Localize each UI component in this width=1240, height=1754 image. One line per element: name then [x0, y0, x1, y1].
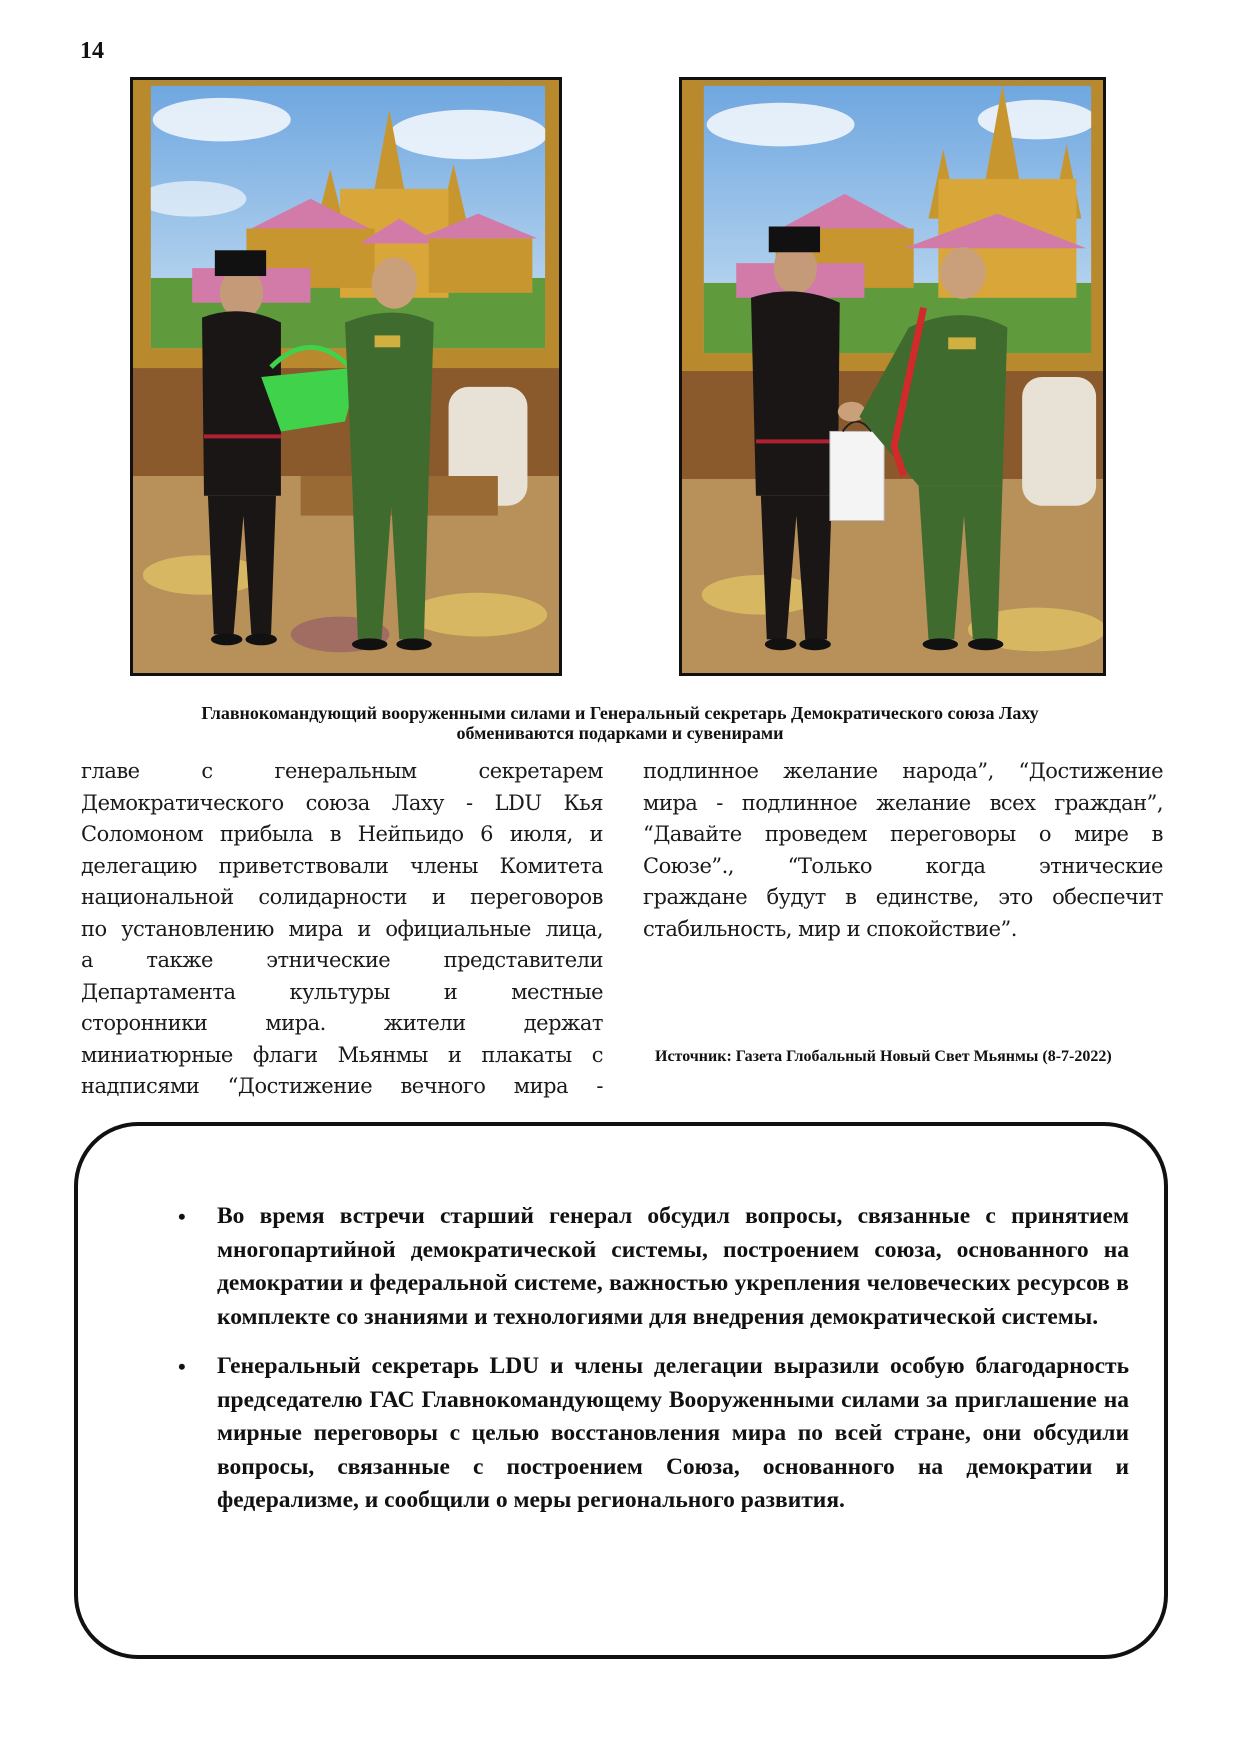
article-line: Департамента культуры и местные	[81, 979, 603, 1004]
photo-caption	[100, 703, 1140, 743]
summary-box	[74, 1122, 1168, 1659]
article-line: национальной солидарности и переговоров	[81, 885, 603, 909]
summary-list	[144, 1200, 1129, 1534]
article-source: Источник: Газета Глобальный Новый Свет Мьянмы (8-7-2022)	[655, 1048, 1112, 1065]
photo-handshake-illustration	[682, 80, 1103, 673]
article-line: Демократического союза Лаху - LDU Кья	[81, 790, 603, 815]
article-line: мира - подлинное желание всех граждан”,	[643, 790, 1163, 815]
article-line: по установлению мира и официальные лица,	[81, 916, 603, 941]
summary-item-text: Во время встречи старший генерал обсудил вопросы, связанные с принятием многопартийной демократической системы, построением союза, основанного на демократии и федеральной системе, важностью укрепления человеческих ресурсов в комплекте со знаниями и технологиями для внедрения демократической системы.	[217, 1203, 1129, 1330]
photo-caption-line-1: Главнокомандующий вооруженными силами и Генеральный секретарь Демократического союза Лаху	[201, 703, 1039, 723]
article-line: граждане будут в единстве, это обеспечит	[643, 885, 1163, 909]
bullet-icon: •	[178, 1354, 186, 1379]
bullet-icon: •	[178, 1204, 186, 1229]
article-line: стабильность, мир и спокойствие”.	[643, 916, 1017, 941]
article-line: подлинное желание народа”, “Достижение	[643, 759, 1163, 783]
article-line: сторонники мира. жители держат	[81, 1011, 603, 1035]
page-number: 14	[80, 38, 104, 64]
summary-item-text: Генеральный секретарь LDU и члены делегации выразили особую благодарность председателю ГАС Главнокомандующему Вооруженными силами за приглашение на мирные переговоры с целью восстановления мира по всей стране, они обсудили вопросы, связанные с построением Союза, основанного на демократии и федерализме, и сообщили о меры регионального развития.	[217, 1353, 1129, 1513]
photo-handshake	[679, 77, 1106, 676]
article-line: “Давайте проведем переговоры о мире в	[643, 822, 1163, 846]
photo-caption-line-2: обмениваются подарками и сувенирами	[456, 723, 784, 743]
article-line: главе с генеральным секретарем	[81, 759, 603, 783]
summary-item	[144, 1200, 1129, 1334]
article-line: а также этнические представители	[81, 948, 603, 972]
summary-item	[144, 1350, 1129, 1518]
article-line: надписями “Достижение вечного мира -	[81, 1074, 603, 1098]
article-line: миниатюрные флаги Мьянмы и плакаты с	[81, 1042, 603, 1067]
article-column-right	[643, 756, 1163, 945]
article-line: Союзе”., “Только когда этнические	[643, 853, 1163, 878]
article-line: Соломоном прибыла в Нейпьидо 6 июля, и	[81, 822, 603, 846]
article-column-left	[81, 756, 603, 1103]
photo-gift-basket	[130, 77, 562, 676]
article-line: делегацию приветствовали члены Комитета	[81, 853, 603, 878]
photo-gift-basket-illustration	[133, 80, 559, 673]
